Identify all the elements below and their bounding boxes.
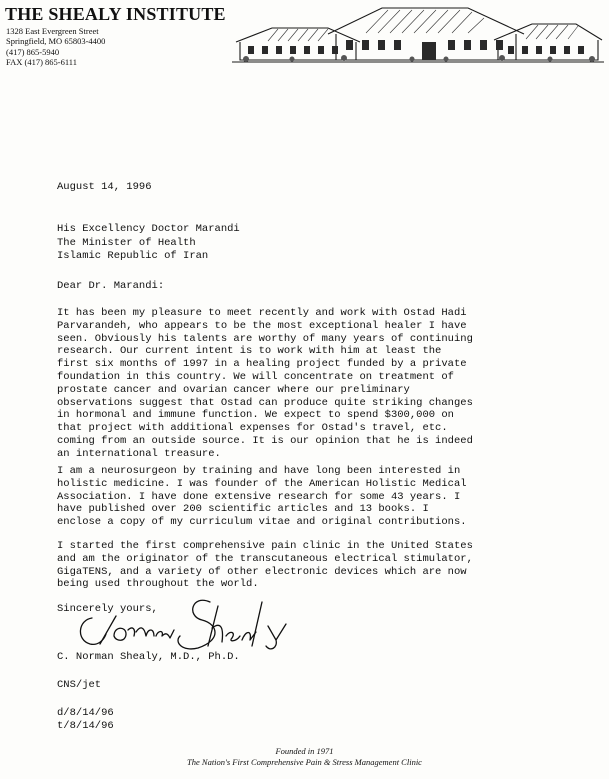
text-line: holistic medicine. I was founder of the American Holistic Medical xyxy=(57,477,467,490)
text-line: Parvarandeh, who appears to be the most exceptional healer I have xyxy=(57,319,467,332)
paragraph-1 xyxy=(57,307,583,461)
dictated-date: d/8/14/96 xyxy=(57,707,114,719)
text-line: observations suggest that Ostad can produce quite striking changes xyxy=(57,396,473,409)
paragraph-2 xyxy=(57,465,583,529)
text-line: foundation in this country. We will concentrate on treatment of xyxy=(57,370,454,383)
paragraph-3 xyxy=(57,540,583,591)
signer-name: C. Norman Shealy, M.D., Ph.D. xyxy=(57,651,240,663)
text-line: Association. I have done extensive research for some 43 years. I xyxy=(57,490,461,503)
typist-initials: CNS/jet xyxy=(57,679,102,691)
text-line: It has been my pleasure to meet recently and work with Ostad Hadi xyxy=(57,307,467,319)
recipient-line: His Excellency Doctor Marandi xyxy=(57,223,240,235)
text-line: prostate cancer and ovarian cancer where our preliminary xyxy=(57,383,410,396)
text-line: an international treasure. xyxy=(57,447,221,460)
text-line: and am the originator of the transcutaneous electrical stimulator, xyxy=(57,552,473,565)
address-phone: (417) 865-5940 xyxy=(6,46,60,57)
typed-date: t/8/14/96 xyxy=(57,719,114,732)
footer-tagline: The Nation's First Comprehensive Pain & Stress Management Clinic xyxy=(187,757,422,767)
text-line: research. Our current intent is to work with him at least the xyxy=(57,345,442,358)
text-line: first six months of 1997 in a healing project funded by a private xyxy=(57,358,467,371)
text-line: coming from an outside source. It is our opinion that he is indeed xyxy=(57,434,473,447)
letterhead-name: THE SHEALY INSTITUTE xyxy=(5,4,226,24)
address-fax: FAX (417) 865-6111 xyxy=(6,57,77,68)
text-line: seen. Obviously his talents are worthy of many years of continuing xyxy=(57,332,473,345)
text-line: I started the first comprehensive pain clinic in the United States xyxy=(57,540,473,552)
text-line: I am a neurosurgeon by training and have long been interested in xyxy=(57,465,461,477)
recipient-line: The Minister of Health xyxy=(57,236,196,249)
text-line: in hormonal and immune function. We expect to spend $300,000 on xyxy=(57,409,454,422)
handwritten-signature xyxy=(70,596,310,654)
address-city: Springfield, MO 65803-4400 xyxy=(6,36,106,47)
building-sketch-logo xyxy=(232,2,604,64)
salutation: Dear Dr. Marandi: xyxy=(57,280,165,292)
address-street: 1328 East Evergreen Street xyxy=(6,26,99,36)
letterhead-address xyxy=(6,26,105,68)
text-line: have published over 200 scientific articles and 13 books. I xyxy=(57,503,429,516)
recipient-block xyxy=(57,223,240,264)
text-line: being used throughout the world. xyxy=(57,578,259,591)
footer-founded: Founded in 1971 xyxy=(275,746,334,756)
text-line: that project with additional expenses for Ostad's travel, etc. xyxy=(57,422,448,435)
text-line: GigaTENS, and a variety of other electronic devices which are now xyxy=(57,565,467,578)
recipient-line: Islamic Republic of Iran xyxy=(57,250,209,262)
letter-date: August 14, 1996 xyxy=(57,181,152,193)
text-line: enclose a copy of my curriculum vitae and original contributions. xyxy=(57,516,467,529)
closing: Sincerely yours, xyxy=(57,603,158,615)
dictation-dates xyxy=(57,707,114,732)
